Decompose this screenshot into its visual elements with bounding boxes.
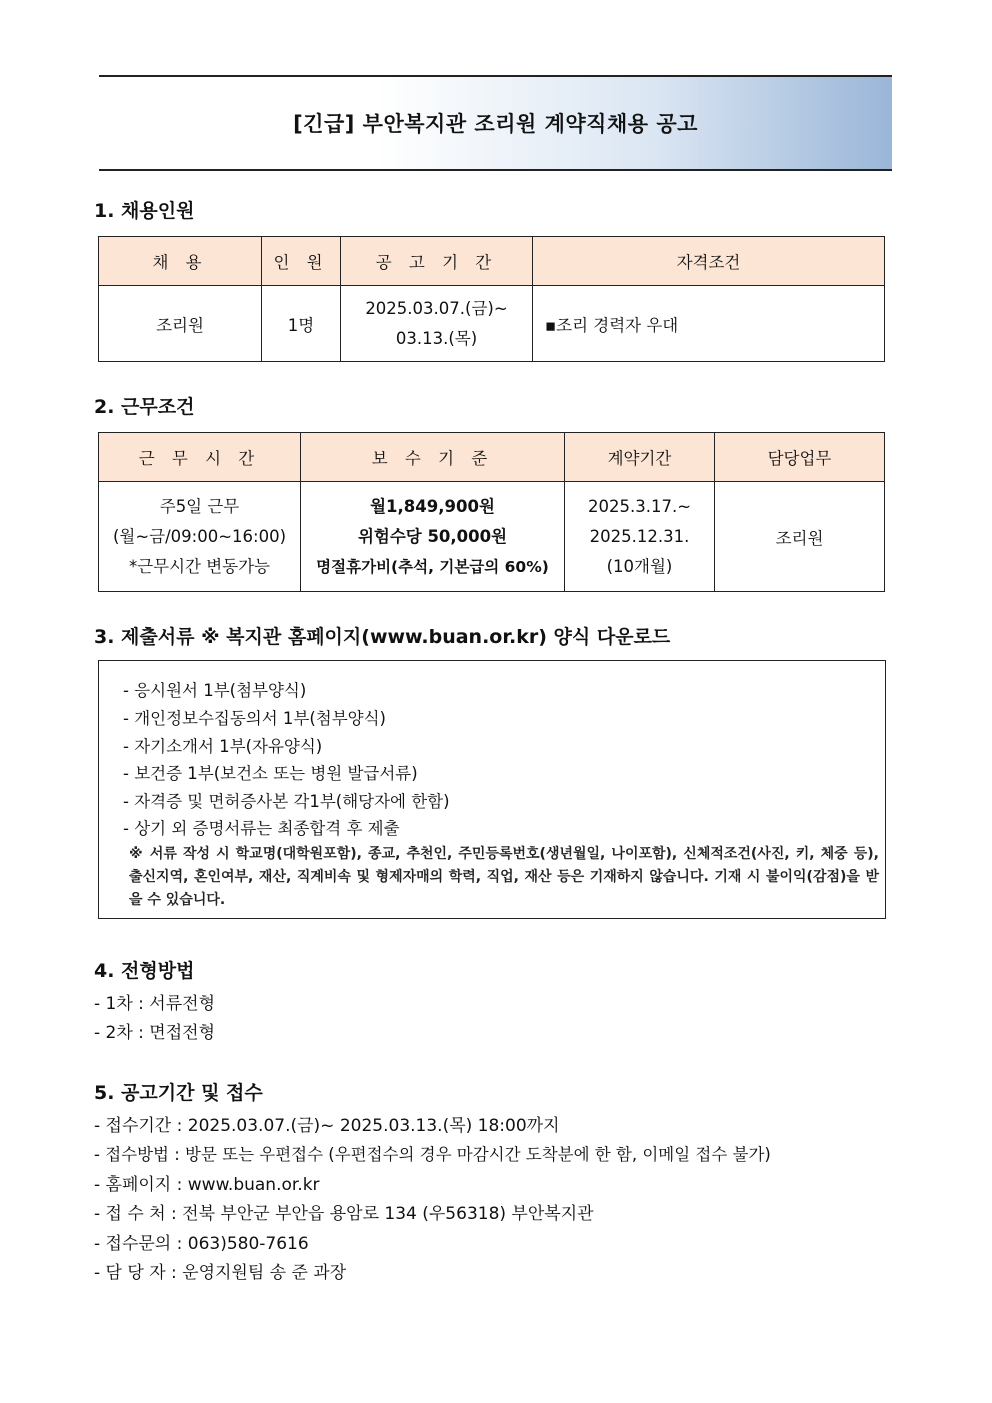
cell-qualification: ▪조리 경력자 우대	[533, 286, 885, 362]
period-line1: 2025.03.07.(금)~	[365, 298, 508, 318]
list-item: - 담 당 자 : 운영지원팀 송 준 과장	[94, 1263, 347, 1283]
list-item: - 보건증 1부(보건소 또는 병원 발급서류)	[123, 764, 418, 783]
header-qualification: 자격조건	[533, 237, 885, 286]
contract-line1: 2025.3.17.~	[587, 496, 692, 516]
documents-note: ※ 서류 작성 시 학교명(대학원포함), 종교, 추천인, 주민등록번호(생년월일, 나이포함), 신체적조건(사진, 키, 체중 등), 출신지역, 혼인여부, 재산, 직계비속 및 형제자매의 학력, 직업, 재산 등은 기재하지 않습니다. 기재 시 불이익(감점)을 받을 수 있습니다.	[129, 846, 879, 908]
pay-line2: 위험수당 50,000원	[357, 526, 508, 546]
header-duty: 담당업무	[715, 433, 885, 482]
period-line2: 03.13.(목)	[395, 328, 478, 348]
section5-heading: 5. 공고기간 및 접수	[94, 1082, 263, 1104]
cell-hours	[99, 482, 301, 592]
contract-line2: 2025.12.31.	[589, 526, 690, 546]
list-item: - 1차 : 서류전형	[94, 994, 215, 1014]
section1-heading: 1. 채용인원	[94, 200, 195, 222]
list-item: - 홈페이지 : www.buan.or.kr	[94, 1175, 320, 1195]
header-pay: 보 수 기 준	[301, 433, 565, 482]
hours-line1: 주5일 근무	[159, 496, 240, 516]
list-item: - 응시원서 1부(첨부양식)	[123, 681, 307, 700]
header-period: 공 고 기 간	[341, 237, 533, 286]
list-item: - 접수문의 : 063)580-7616	[94, 1234, 309, 1254]
section2-heading: 2. 근무조건	[94, 396, 195, 418]
list-item: - 2차 : 면접전형	[94, 1023, 215, 1043]
hours-line2: (월~금/09:00~16:00)	[112, 526, 287, 546]
cell-pay	[301, 482, 565, 592]
table-row	[99, 286, 885, 362]
header-hours: 근 무 시 간	[99, 433, 301, 482]
list-item: - 상기 외 증명서류는 최종합격 후 제출	[123, 819, 400, 838]
section4-heading: 4. 전형방법	[94, 960, 195, 982]
header-contract: 계약기간	[565, 433, 715, 482]
cell-job: 조리원	[99, 286, 262, 362]
section3-heading: 3. 제출서류 ※ 복지관 홈페이지(www.buan.or.kr) 양식 다운로드	[94, 626, 671, 648]
header-job: 채 용	[99, 237, 262, 286]
work-conditions-table	[98, 432, 885, 592]
cell-contract	[565, 482, 715, 592]
page-title: [긴급] 부안복지관 조리원 계약직채용 공고	[293, 112, 698, 136]
cell-period	[341, 286, 533, 362]
pay-line3: 명절휴가비(추석, 기본급의 60%)	[316, 557, 549, 576]
title-banner	[99, 75, 892, 171]
header-count: 인 원	[262, 237, 341, 286]
list-item: - 자기소개서 1부(자유양식)	[123, 737, 323, 756]
table-header-row	[99, 237, 885, 286]
cell-duty: 조리원	[715, 482, 885, 592]
documents-box	[98, 660, 886, 919]
contract-line3: (10개월)	[606, 556, 673, 576]
recruitment-table	[98, 236, 885, 362]
list-item: - 접 수 처 : 전북 부안군 부안읍 용암로 134 (우56318) 부안복지관	[94, 1204, 594, 1224]
list-item: - 접수기간 : 2025.03.07.(금)~ 2025.03.13.(목) 18:00까지	[94, 1116, 560, 1136]
table-row	[99, 482, 885, 592]
hours-line3: *근무시간 변동가능	[128, 556, 270, 576]
cell-count: 1명	[262, 286, 341, 362]
table-header-row	[99, 433, 885, 482]
pay-line1: 월1,849,900원	[370, 496, 495, 516]
list-item: - 접수방법 : 방문 또는 우편접수 (우편접수의 경우 마감시간 도착분에 한 함, 이메일 접수 불가)	[94, 1145, 771, 1164]
list-item: - 자격증 및 면허증사본 각1부(해당자에 한함)	[123, 792, 450, 811]
list-item: - 개인정보수집동의서 1부(첨부양식)	[123, 709, 386, 728]
